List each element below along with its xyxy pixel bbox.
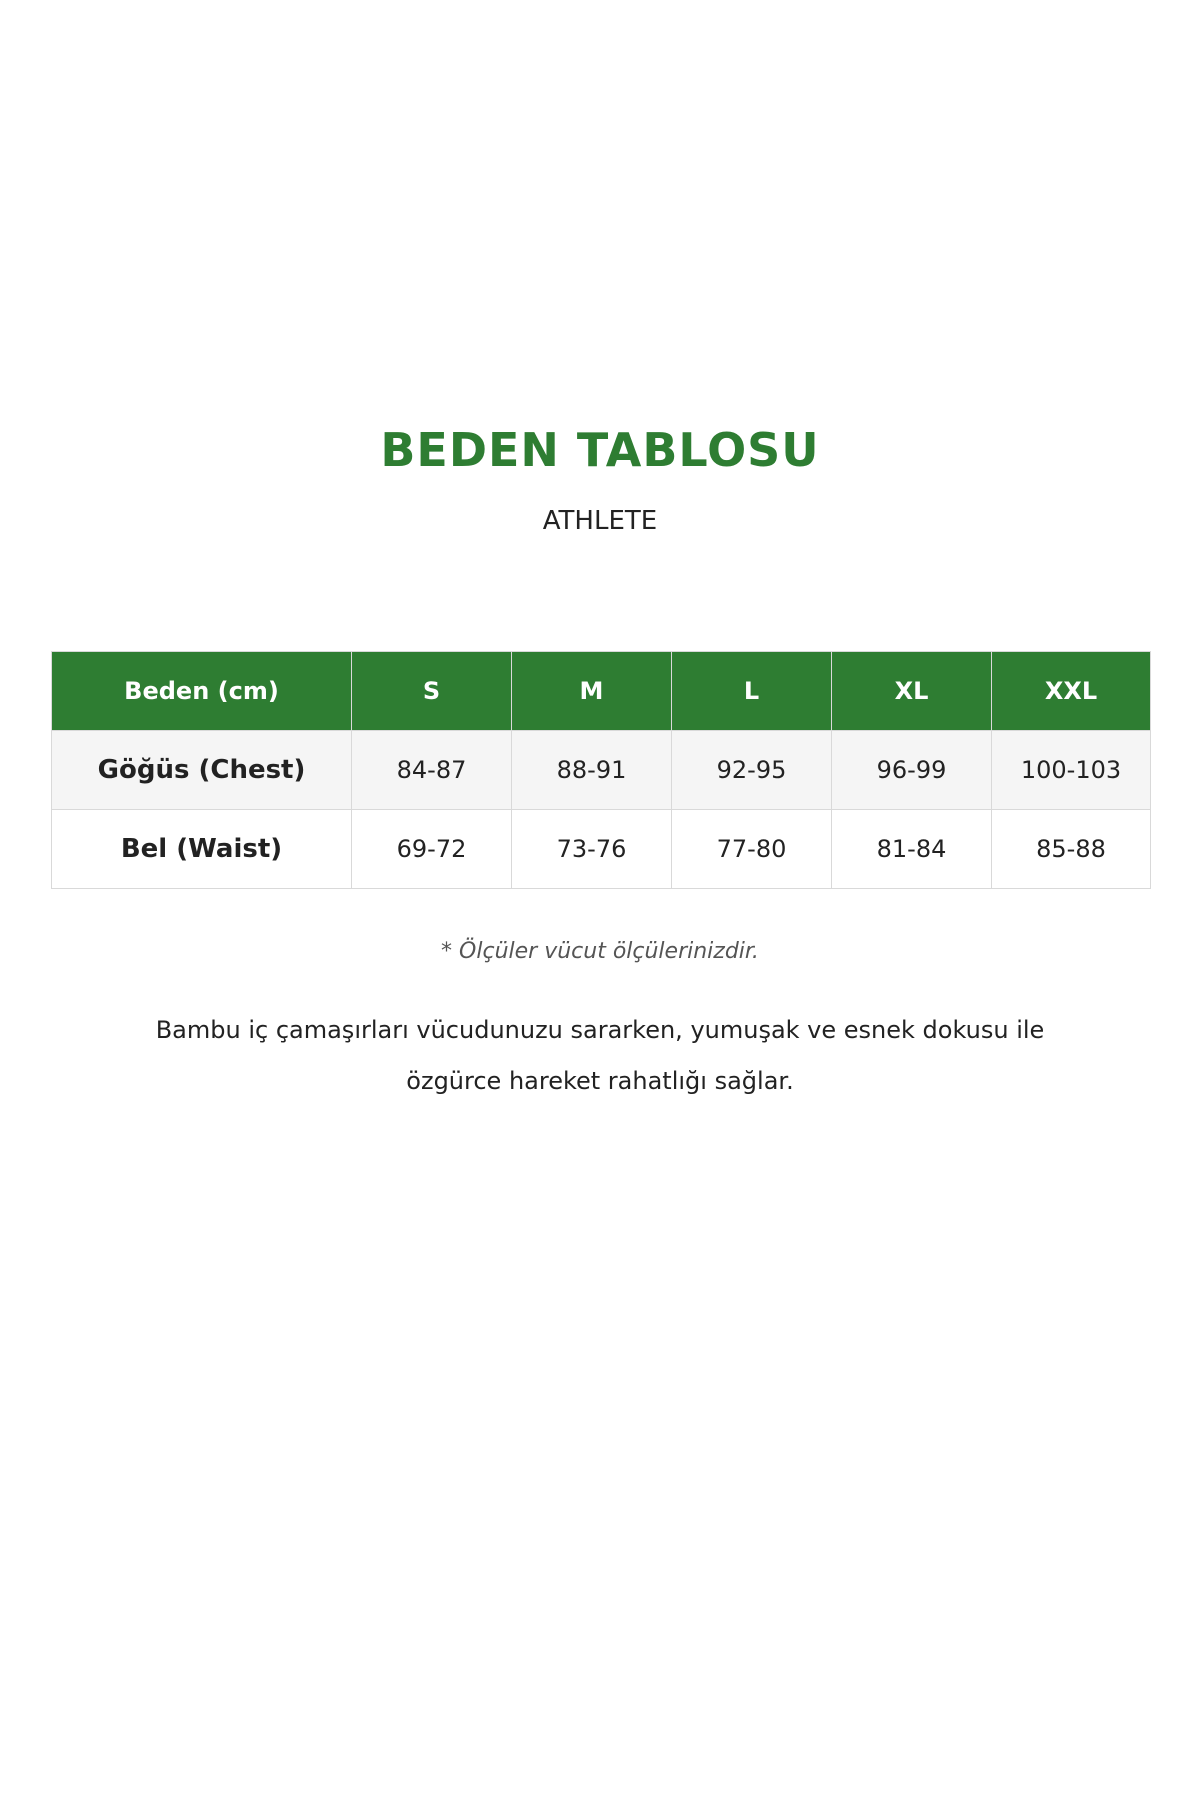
row-label-chest: Göğüs (Chest) xyxy=(52,731,352,810)
header-size-label: Beden (cm) xyxy=(52,652,352,731)
table-row-chest xyxy=(52,731,1151,810)
table-cell: 81-84 xyxy=(832,810,992,889)
row-label-waist: Bel (Waist) xyxy=(52,810,352,889)
description-line-2: özgürce hareket rahatlığı sağlar. xyxy=(406,1067,794,1095)
table-cell: 100-103 xyxy=(992,731,1151,810)
header-size-xxl: XXL xyxy=(992,652,1151,731)
table-cell: 73-76 xyxy=(512,810,672,889)
measurement-note: * Ölçüler vücut ölçülerinizdir. xyxy=(441,939,759,964)
size-table xyxy=(51,651,1151,889)
table-header-row xyxy=(52,652,1151,731)
table-row-waist xyxy=(52,810,1151,889)
table-cell: 69-72 xyxy=(352,810,512,889)
page-title: BEDEN TABLOSU xyxy=(380,423,820,477)
header-size-l: L xyxy=(672,652,832,731)
table-cell: 84-87 xyxy=(352,731,512,810)
table-cell: 77-80 xyxy=(672,810,832,889)
description-line-1: Bambu iç çamaşırları vücudunuzu sararken, yumuşak ve esnek dokusu ile xyxy=(155,1016,1045,1044)
table-cell: 85-88 xyxy=(992,810,1151,889)
table-cell: 96-99 xyxy=(832,731,992,810)
header-size-m: M xyxy=(512,652,672,731)
table-cell: 88-91 xyxy=(512,731,672,810)
header-size-s: S xyxy=(352,652,512,731)
product-subtitle: ATHLETE xyxy=(542,506,658,536)
header-size-xl: XL xyxy=(832,652,992,731)
product-description xyxy=(100,1005,1100,1107)
table-cell: 92-95 xyxy=(672,731,832,810)
